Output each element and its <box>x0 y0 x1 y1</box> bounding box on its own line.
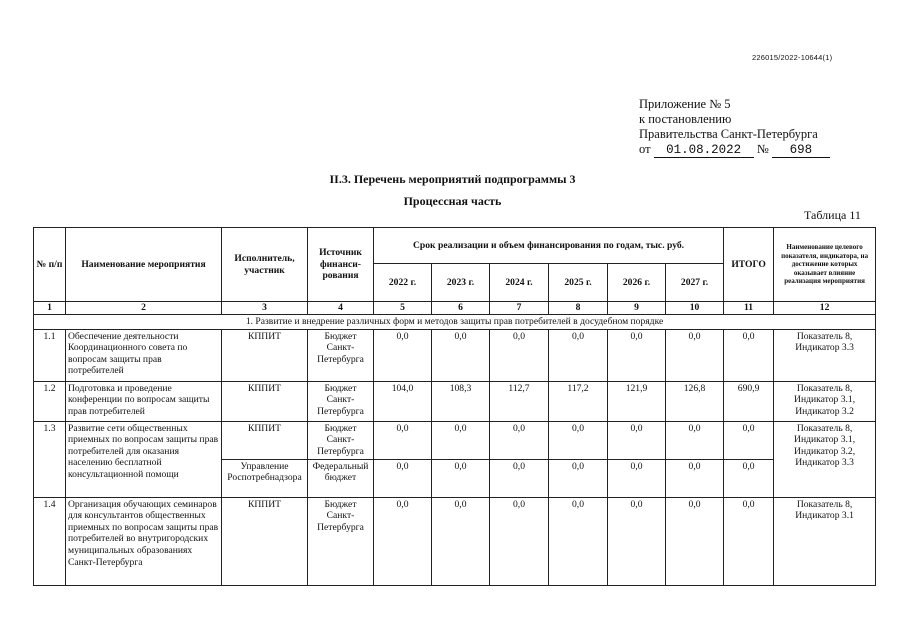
row-value: 112,7 <box>490 381 549 421</box>
table-row <box>34 381 876 421</box>
row-indicator: Показатель 8, Индикатор 3.1, Индикатор 3.2, Индикатор 3.3 <box>774 421 876 497</box>
table-row <box>34 421 876 459</box>
appendix-line: Приложение № 5 <box>639 97 731 111</box>
table-row <box>34 497 876 585</box>
column-number: 8 <box>549 302 608 315</box>
header-year: 2026 г. <box>608 264 666 302</box>
row-value: 0,0 <box>374 421 432 459</box>
header-year: 2022 г. <box>374 264 432 302</box>
row-name: Организация обучающих семинаров для консультантов общественных приемных по вопросам защиты прав потребителей во внутригородских муниципальных образованиях Санкт-Петербурга <box>66 497 222 585</box>
appendix-line: к постановлению <box>639 112 732 126</box>
row-indicator: Показатель 8, Индикатор 3.3 <box>774 329 876 381</box>
from-label: от <box>639 142 651 156</box>
column-number: 9 <box>608 302 666 315</box>
column-number: 5 <box>374 302 432 315</box>
appendix-date: 01.08.2022 <box>654 144 754 158</box>
row-total: 0,0 <box>724 459 774 497</box>
document-code: 226015/2022-10644(1) <box>752 53 833 62</box>
header-year: 2024 г. <box>490 264 549 302</box>
row-value: 0,0 <box>549 421 608 459</box>
row-value: 126,8 <box>666 381 724 421</box>
row-executor: КППИТ <box>222 497 308 585</box>
section-title: 1. Развитие и внедрение различных форм и методов защиты прав потребителей в досудебном порядке <box>34 315 876 330</box>
row-value: 0,0 <box>666 421 724 459</box>
row-value: 0,0 <box>490 497 549 585</box>
row-name: Подготовка и проведение конференции по вопросам защиты прав потребителей <box>66 381 222 421</box>
row-value: 0,0 <box>666 497 724 585</box>
column-number: 11 <box>724 302 774 315</box>
column-number: 6 <box>432 302 490 315</box>
table-row <box>34 329 876 381</box>
row-source: Бюджет Санкт-Петербурга <box>308 421 374 459</box>
header-total: ИТОГО <box>724 228 774 302</box>
row-total: 0,0 <box>724 329 774 381</box>
column-number: 4 <box>308 302 374 315</box>
header-name: Наименование мероприятия <box>66 228 222 302</box>
row-value: 0,0 <box>549 459 608 497</box>
appendix-number: 698 <box>772 144 830 158</box>
row-executor: КППИТ <box>222 421 308 459</box>
row-indicator: Показатель 8, Индикатор 3.1, Индикатор 3.2 <box>774 381 876 421</box>
column-number: 3 <box>222 302 308 315</box>
row-value: 0,0 <box>432 421 490 459</box>
header-indicator: Наименование целевого показателя, индикатора, на достижение которых оказывает влияние реализация мероприятия <box>774 228 876 302</box>
row-value: 0,0 <box>549 497 608 585</box>
row-value: 0,0 <box>432 459 490 497</box>
header-executor: Исполнитель, участник <box>222 228 308 302</box>
row-name: Развитие сети общественных приемных по вопросам защиты прав потребителей для оказания населению бесплатной консультационной помощи <box>66 421 222 497</box>
number-label: № <box>756 142 769 156</box>
row-value: 108,3 <box>432 381 490 421</box>
header-year: 2025 г. <box>549 264 608 302</box>
row-value: 121,9 <box>608 381 666 421</box>
row-source: Бюджет Санкт-Петербурга <box>308 497 374 585</box>
row-total: 0,0 <box>724 421 774 459</box>
row-value: 0,0 <box>374 329 432 381</box>
row-value: 0,0 <box>374 459 432 497</box>
row-value: 0,0 <box>374 497 432 585</box>
row-value: 0,0 <box>608 421 666 459</box>
header-year: 2023 г. <box>432 264 490 302</box>
row-num: 1.2 <box>34 381 66 421</box>
page-subtitle: Процессная часть <box>403 194 502 208</box>
row-value: 0,0 <box>490 459 549 497</box>
column-number: 1 <box>34 302 66 315</box>
row-value: 0,0 <box>666 329 724 381</box>
row-num: 1.4 <box>34 497 66 585</box>
row-num: 1.1 <box>34 329 66 381</box>
row-executor: КППИТ <box>222 381 308 421</box>
column-number: 12 <box>774 302 876 315</box>
table-label: Таблица 11 <box>804 208 861 222</box>
row-source: Бюджет Санкт-Петербурга <box>308 329 374 381</box>
row-executor: Управление Роспотребнадзора <box>222 459 308 497</box>
row-num: 1.3 <box>34 421 66 497</box>
header-num: № п/п <box>34 228 66 302</box>
row-source: Федеральный бюджет <box>308 459 374 497</box>
row-total: 690,9 <box>724 381 774 421</box>
row-value: 0,0 <box>608 329 666 381</box>
row-value: 0,0 <box>608 497 666 585</box>
row-total: 0,0 <box>724 497 774 585</box>
row-value: 0,0 <box>608 459 666 497</box>
appendix-line: Правительства Санкт-Петербурга <box>639 127 818 141</box>
row-value: 0,0 <box>432 329 490 381</box>
row-value: 0,0 <box>490 329 549 381</box>
appendix-signature <box>639 142 830 158</box>
row-name: Обеспечение деятельности Координационного совета по вопросам защиты прав потребителей <box>66 329 222 381</box>
row-value: 0,0 <box>666 459 724 497</box>
header-year: 2027 г. <box>666 264 724 302</box>
row-executor: КППИТ <box>222 329 308 381</box>
row-value: 0,0 <box>432 497 490 585</box>
row-value: 0,0 <box>490 421 549 459</box>
appendix-block <box>639 97 830 158</box>
column-number: 10 <box>666 302 724 315</box>
activities-table <box>33 227 876 586</box>
header-period: Срок реализации и объем финансирования по годам, тыс. руб. <box>374 228 724 264</box>
row-value: 0,0 <box>549 329 608 381</box>
page-title: II.3. Перечень мероприятий подпрограммы 3 <box>329 172 576 186</box>
column-number: 7 <box>490 302 549 315</box>
row-indicator: Показатель 8, Индикатор 3.1 <box>774 497 876 585</box>
row-value: 117,2 <box>549 381 608 421</box>
row-source: Бюджет Санкт-Петербурга <box>308 381 374 421</box>
column-number: 2 <box>66 302 222 315</box>
row-value: 104,0 <box>374 381 432 421</box>
header-source: Источник финанси-рования <box>308 228 374 302</box>
